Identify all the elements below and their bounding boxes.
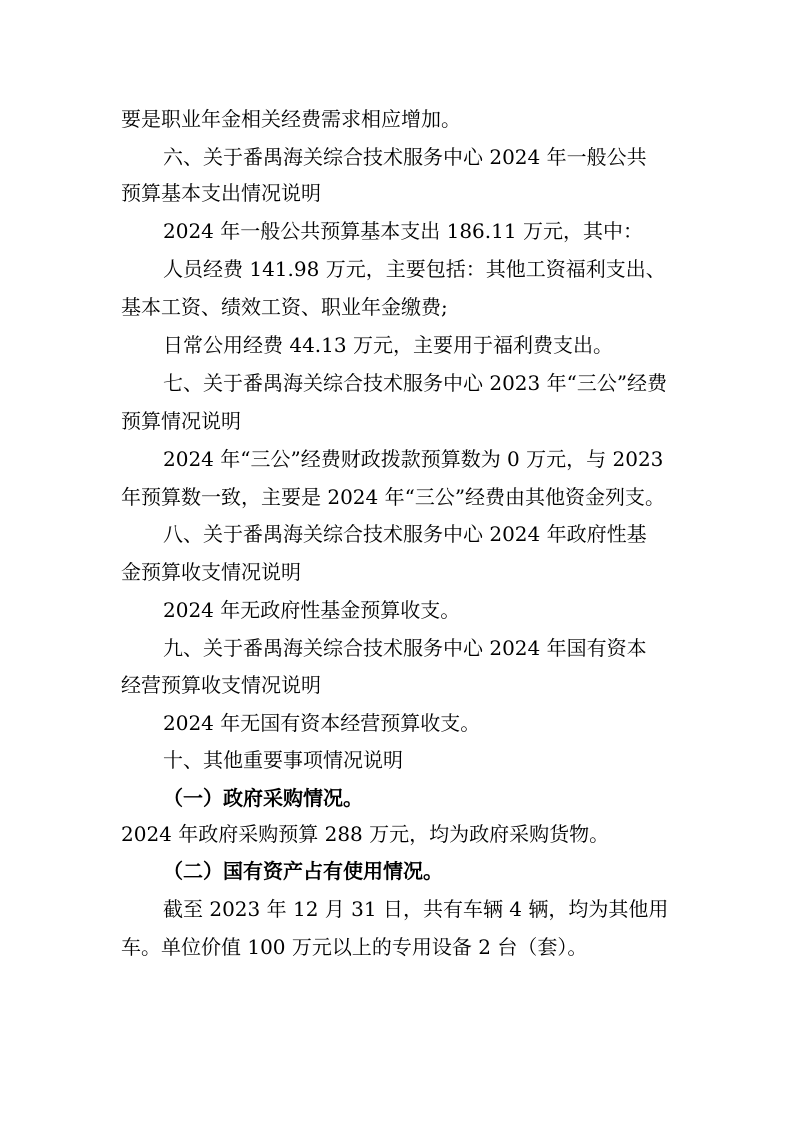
paragraph-line: 2024 年无国有资本经营预算收支。 — [163, 711, 481, 735]
paragraph-line: 要是职业年金相关经费需求相应增加。 — [121, 107, 461, 131]
paragraph-line: 基本工资、绩效工资、职业年金缴费; — [121, 295, 448, 319]
section-heading-6: 六、关于番禺海关综合技术服务中心 2024 年一般公共 — [163, 145, 647, 169]
subsection-heading-procurement: （一）政府采购情况。 — [163, 786, 363, 810]
section-heading-9-cont: 经营预算收支情况说明 — [121, 673, 321, 697]
paragraph-line: 2024 年无政府性基金预算收支。 — [163, 598, 461, 622]
paragraph-line: 年预算数一致，主要是 2024 年“三公”经费由其他资金列支。 — [121, 485, 666, 509]
section-heading-8: 八、关于番禺海关综合技术服务中心 2024 年政府性基 — [163, 522, 647, 546]
section-heading-8-cont: 金预算收支情况说明 — [121, 560, 301, 584]
paragraph-line: 车。单位价值 100 万元以上的专用设备 2 台（套）。 — [121, 935, 588, 959]
section-heading-7: 七、关于番禺海关综合技术服务中心 2023 年“三公”经费 — [163, 371, 668, 395]
paragraph-line: 人员经费 141.98 万元，主要包括：其他工资福利支出、 — [163, 257, 666, 281]
paragraph-line: 2024 年政府采购预算 288 万元，均为政府采购货物。 — [121, 822, 610, 846]
section-heading-6-cont: 预算基本支出情况说明 — [121, 181, 321, 205]
section-heading-10: 十、其他重要事项情况说明 — [163, 748, 403, 772]
paragraph-line: 2024 年一般公共预算基本支出 186.11 万元，其中： — [163, 219, 643, 243]
paragraph-line: 日常公用经费 44.13 万元，主要用于福利费支出。 — [163, 333, 613, 357]
paragraph-line: 截至 2023 年 12 月 31 日，共有车辆 4 辆，均为其他用 — [163, 897, 669, 921]
paragraph-line: 2024 年“三公”经费财政拨款预算数为 0 万元，与 2023 — [163, 447, 664, 471]
section-heading-7-cont: 预算情况说明 — [121, 409, 241, 433]
section-heading-9: 九、关于番禺海关综合技术服务中心 2024 年国有资本 — [163, 636, 647, 660]
subsection-heading-assets: （二）国有资产占有使用情况。 — [163, 859, 443, 883]
